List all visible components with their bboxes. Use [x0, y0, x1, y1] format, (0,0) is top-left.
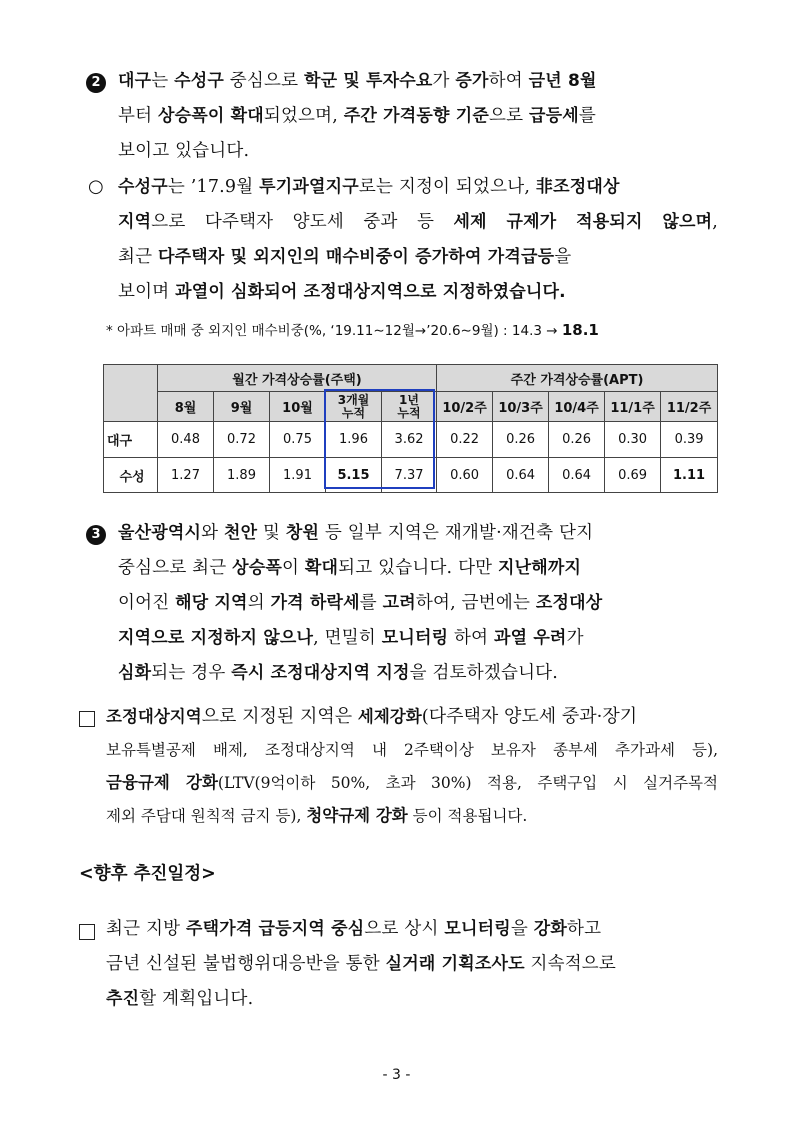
bold-text: 수성구	[118, 177, 168, 197]
text: 할 계획입니다.	[139, 989, 254, 1009]
text: 으로 상시	[364, 919, 445, 939]
table-cell: 0.60	[437, 458, 493, 493]
p3-line-4	[118, 626, 584, 650]
text: 가	[566, 628, 584, 648]
text: 및	[257, 523, 286, 543]
text: 중심으로 최근	[118, 558, 233, 578]
bold-text: 과열이 심화되어 조정대상지역으로 지정하였습니다.	[175, 282, 566, 302]
p2-line-1	[118, 175, 620, 199]
text: 부터	[118, 106, 158, 126]
text: 하여	[448, 628, 494, 648]
p3-line-2	[118, 556, 581, 580]
bold-text: 세제강화	[357, 707, 422, 726]
note-outsider-ratio: * 아파트 매매 중 외지인 매수비중(%, ‘19.11∼12월→’20.6∼9월) : 14.3 → 18.1	[106, 321, 599, 339]
bold-text: 고려	[382, 593, 416, 613]
column-header: 9월	[214, 392, 270, 422]
bold-text: 조정대상지역	[106, 707, 202, 726]
text: 하고	[567, 919, 602, 939]
text: 금년 신설된 불법행위대응반을 통한	[106, 954, 386, 974]
table-cell: 1.27	[158, 458, 214, 493]
text: 는 ’17.9월	[167, 177, 260, 197]
table-cell: 0.39	[661, 422, 718, 458]
p3-line-3	[118, 591, 602, 615]
text: 되는 경우	[151, 663, 232, 683]
table-cell: 0.26	[493, 422, 549, 458]
bold-text: 급등세	[529, 106, 579, 126]
column-header: 8월	[158, 392, 214, 422]
monthly-header: 월간 가격상승률(주택)	[158, 365, 437, 392]
text: 되었으며,	[263, 106, 344, 126]
table-cell: 3.62	[382, 422, 437, 458]
bold-text: 지역	[118, 212, 152, 232]
page-number: - 3 -	[382, 1067, 411, 1083]
p4-line-2	[106, 739, 718, 761]
bold-text: 주간 가격동향 기준	[343, 106, 490, 126]
column-header: 1년 누적	[382, 392, 437, 422]
text: 로는 지정이 되었으나,	[358, 177, 536, 197]
bold-text: 실거래 기획조사도	[385, 954, 525, 974]
column-header: 3개월 누적	[326, 392, 382, 422]
bold-text: 다주택자 및 외지인의 매수비중이 증가하여 가격급등	[157, 247, 555, 267]
text: 지속적으로	[524, 954, 617, 974]
text: 보이고 있습니다.	[118, 141, 250, 161]
text: 을 검토하겠습니다.	[409, 663, 559, 683]
text: ,	[712, 212, 718, 232]
row-label: 대구	[104, 422, 158, 458]
column-header: 11/1주	[605, 392, 661, 422]
text: 되고 있습니다. 다만	[338, 558, 499, 578]
bold-text: 금년 8월	[528, 71, 597, 91]
text: 제외 주담대 원칙적 금지 등),	[106, 807, 307, 825]
text: (다주택자 양도세 중과·장기	[421, 706, 638, 727]
column-header: 10월	[270, 392, 326, 422]
bold-text: 학군 및 투자수요	[303, 71, 433, 91]
checkbox-square-2	[79, 924, 95, 940]
item-number-3: 3	[86, 521, 106, 545]
bold-text: 가격 하락세	[270, 593, 360, 613]
text: 보이며	[118, 282, 176, 302]
table-cell: 5.15	[326, 458, 382, 493]
bold-text: 울산광역시	[118, 523, 202, 543]
bold-text: 수성구	[174, 71, 224, 91]
text: 이	[282, 558, 305, 578]
section-title: <향후 추진일정>	[79, 864, 216, 884]
text: 의	[247, 593, 271, 613]
bold-text: 심화	[118, 663, 152, 683]
text: 최근 지방	[106, 919, 186, 939]
table-cell: 0.72	[214, 422, 270, 458]
bold-text: 상승폭	[232, 558, 283, 578]
text: 가	[432, 71, 456, 91]
bold-text: 지난해까지	[498, 558, 582, 578]
table-cell: 1.91	[270, 458, 326, 493]
bold-text: 주택가격 급등지역 중심	[185, 919, 365, 939]
bold-text: 상승폭이 확대	[157, 106, 264, 126]
p3-line-1	[118, 521, 593, 545]
p2-line-4	[118, 280, 566, 304]
table-cell: 0.30	[605, 422, 661, 458]
bullet-circle: ○	[88, 176, 104, 197]
bold-text: 추진	[106, 989, 140, 1009]
text: 등 일부 지역은 재개발·재건축 단지	[319, 523, 594, 543]
bold-text: 대구	[118, 71, 152, 91]
text: 하여	[488, 71, 529, 91]
bold-text: 강화	[533, 919, 567, 939]
bold-text: 과열 우려	[493, 628, 567, 648]
bold-text: 모니터링	[444, 919, 511, 939]
p1-line-2	[118, 104, 596, 128]
text: 을	[510, 919, 534, 939]
table-cell: 0.64	[549, 458, 605, 493]
bold-text: 증가	[455, 71, 489, 91]
bold-text: 즉시 조정대상지역 지정	[231, 663, 410, 683]
text: 보유특별공제 배제, 조정대상지역 내 2주택이상 보유자 종부세 추가과세 등),	[106, 741, 718, 759]
bold-text: 창원	[285, 523, 320, 543]
bold-text: 청약규제 강화	[306, 806, 408, 825]
text: 와	[201, 523, 224, 543]
bold-text: 세제 규제가 적용되지 않으며	[453, 212, 713, 232]
bold-text: 확대	[304, 558, 339, 578]
p4-line-1	[106, 706, 637, 728]
text: 으로	[489, 106, 529, 126]
column-header: 10/3주	[493, 392, 549, 422]
text: 를	[359, 593, 383, 613]
table-cell: 0.75	[270, 422, 326, 458]
bold-text: 모니터링	[381, 628, 449, 648]
table-cell: 0.69	[605, 458, 661, 493]
text: 중심으로	[224, 71, 304, 91]
text: (LTV(9억이하 50%, 초과 30%) 적용, 주택구입 시 실거주목적	[217, 774, 718, 792]
text: 를	[578, 106, 596, 126]
text: 으로 지정된 지역은	[201, 706, 358, 727]
p5-line-2	[106, 952, 616, 976]
text: 이어진	[118, 593, 176, 613]
text: 하여, 금번에는	[415, 593, 536, 613]
table-cell: 7.37	[382, 458, 437, 493]
text: 는	[151, 71, 175, 91]
column-header: 10/2주	[437, 392, 493, 422]
bold-text: 투기과열지구	[259, 177, 359, 197]
price-increase-table	[103, 364, 718, 493]
table-corner	[104, 365, 158, 422]
checkbox-square-1	[79, 711, 95, 727]
table-cell: 1.11	[661, 458, 718, 493]
bold-text: 해당 지역	[175, 593, 248, 613]
p4-line-4	[106, 805, 527, 827]
p5-line-1	[106, 917, 601, 941]
item-number-2: 2	[86, 69, 106, 93]
table-cell: 0.64	[493, 458, 549, 493]
column-header: 11/2주	[661, 392, 718, 422]
text: 최근	[118, 247, 158, 267]
p2-line-2	[118, 210, 718, 234]
p1-line-3	[118, 139, 249, 163]
p4-line-3	[106, 772, 718, 794]
column-header: 10/4주	[549, 392, 605, 422]
text: , 면밀히	[313, 628, 382, 648]
p5-line-3	[106, 987, 253, 1011]
p3-line-5	[118, 661, 558, 685]
p2-line-3	[118, 245, 571, 269]
table-cell: 0.48	[158, 422, 214, 458]
table-cell: 0.26	[549, 422, 605, 458]
text: 을	[554, 247, 572, 267]
text: 등이 적용됩니다.	[407, 807, 528, 825]
bold-text: 非조정대상	[535, 177, 620, 197]
bold-text: 천안	[224, 523, 258, 543]
p1-line-1	[118, 69, 597, 93]
weekly-header: 주간 가격상승률(APT)	[437, 365, 718, 392]
bold-text: 조정대상	[535, 593, 603, 613]
row-label: 수성	[104, 458, 158, 493]
table-cell: 1.96	[326, 422, 382, 458]
bold-text: 지역으로 지정하지 않으나	[118, 628, 314, 648]
table-cell: 1.89	[214, 458, 270, 493]
bold-text: 금융규제 강화	[106, 773, 218, 792]
text: 으로 다주택자 양도세 중과 등	[151, 212, 454, 232]
table-cell: 0.22	[437, 422, 493, 458]
